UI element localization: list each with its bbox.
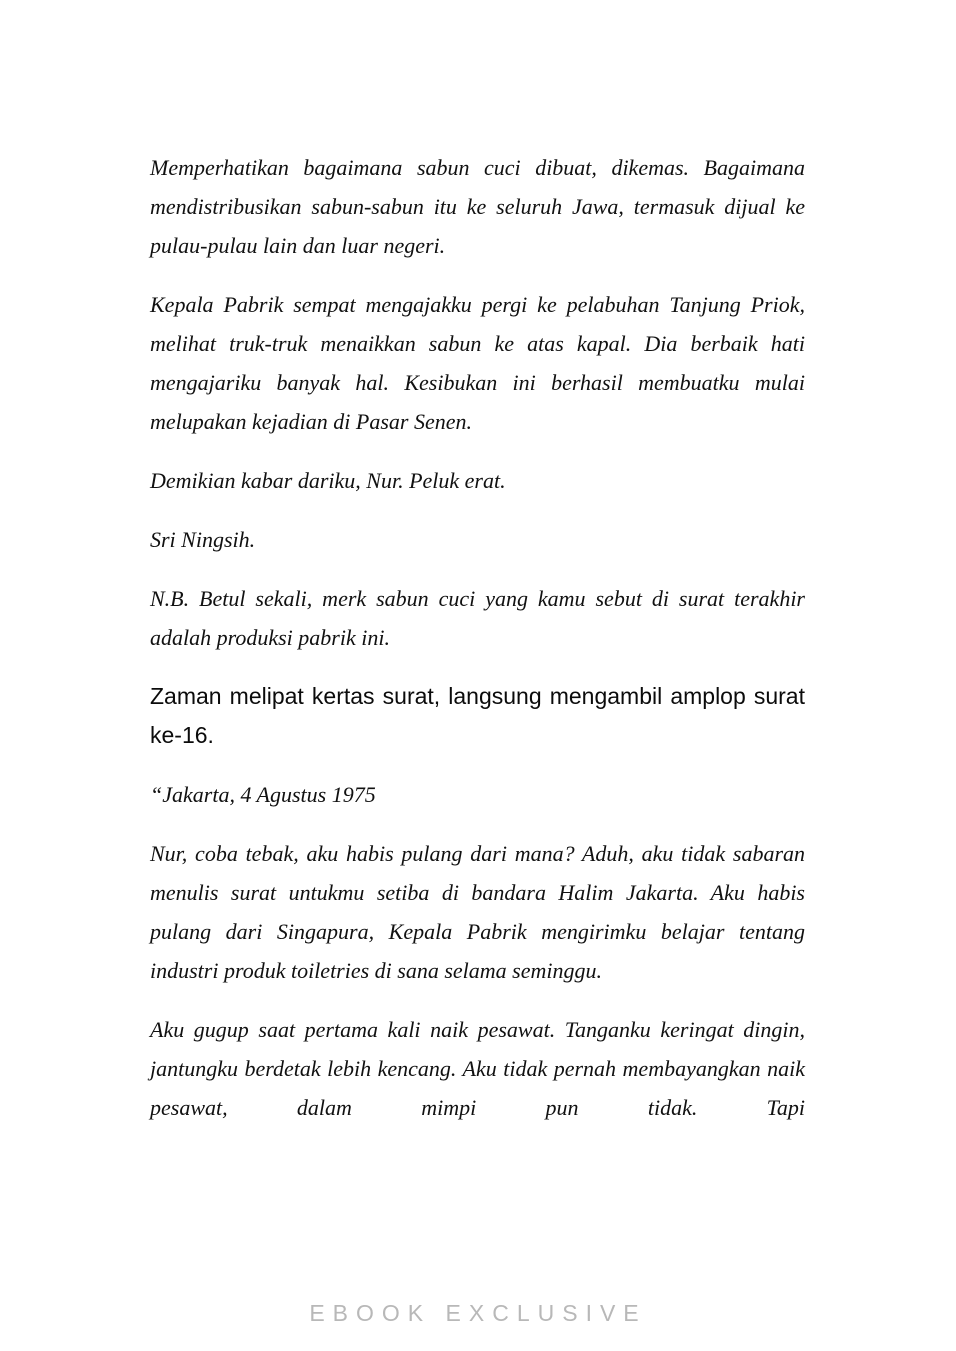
letter-paragraph: Nur, coba tebak, aku habis pulang dari mana? Aduh, aku tidak sabaran menulis surat untukmu setiba di bandara Halim Jakarta. Aku habis pulang dari Singapura, Kepala Pabrik mengirimku belajar tentang industri produk toiletries di sana selama seminggu. xyxy=(150,841,805,983)
letter-postscript: N.B. Betul sekali, merk sabun cuci yang kamu sebut di surat terakhir adalah produksi pabrik ini. xyxy=(150,586,805,650)
page-body xyxy=(150,148,805,1127)
letter-paragraph: Kepala Pabrik sempat mengajakku pergi ke pelabuhan Tanjung Priok, melihat truk-truk menaikkan sabun ke atas kapal. Dia berbaik hati mengajariku banyak hal. Kesibukan ini berhasil membuatku mulai melupakan kejadian di Pasar Senen. xyxy=(150,292,805,434)
narration-paragraph: Zaman melipat kertas surat, langsung mengambil amplop surat ke-16. xyxy=(150,683,805,748)
letter-signature: Sri Ningsih. xyxy=(150,527,256,552)
letter-paragraph: Aku gugup saat pertama kali naik pesawat. Tanganku keringat dingin, jantungku berdetak lebih kencang. Aku tidak pernah membayangkan naik pesawat, dalam mimpi pun tidak. Tapi xyxy=(150,1017,805,1120)
letter-closing: Demikian kabar dariku, Nur. Peluk erat. xyxy=(150,468,506,493)
letter-dateline: “Jakarta, 4 Agustus 1975 xyxy=(150,782,376,807)
footer-watermark: EBOOK EXCLUSIVE xyxy=(309,1300,647,1326)
letter-paragraph: Memperhatikan bagaimana sabun cuci dibuat, dikemas. Bagaimana mendistribusikan sabun-sabun itu ke seluruh Jawa, termasuk dijual ke pulau-pulau lain dan luar negeri. xyxy=(150,155,805,258)
